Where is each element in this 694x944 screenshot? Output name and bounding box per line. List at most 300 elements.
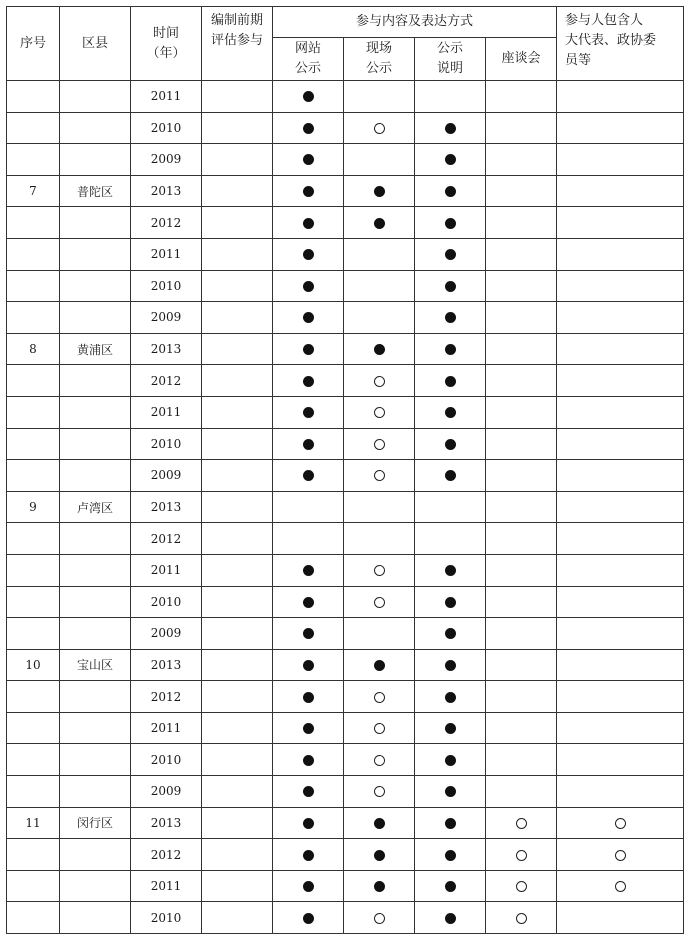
filled-circle-icon — [445, 818, 456, 829]
cell-website — [273, 554, 344, 586]
cell-year: 2011 — [131, 396, 202, 428]
filled-circle-icon — [445, 913, 456, 924]
cell-year: 2011 — [131, 238, 202, 270]
cell-website — [273, 744, 344, 776]
cell-year: 2010 — [131, 428, 202, 460]
header-onsite-line1: 现场 — [365, 41, 392, 56]
cell-forum — [486, 112, 557, 144]
filled-circle-icon — [303, 470, 314, 481]
cell-pre-eval — [202, 744, 273, 776]
cell-explain — [415, 807, 486, 839]
filled-circle-icon — [445, 628, 456, 639]
cell-participants — [557, 681, 684, 713]
header-website — [273, 38, 344, 81]
header-group: 参与内容及表达方式 — [273, 7, 557, 38]
cell-onsite — [344, 491, 415, 523]
cell-no — [7, 681, 60, 713]
cell-onsite — [344, 554, 415, 586]
cell-website — [273, 81, 344, 113]
table-row — [7, 270, 684, 302]
cell-district — [60, 81, 131, 113]
cell-no — [7, 238, 60, 270]
cell-pre-eval — [202, 302, 273, 334]
cell-no: 11 — [7, 807, 60, 839]
cell-onsite — [344, 270, 415, 302]
filled-circle-icon — [445, 755, 456, 766]
cell-no — [7, 712, 60, 744]
cell-website — [273, 396, 344, 428]
header-explain — [415, 38, 486, 81]
cell-website — [273, 175, 344, 207]
cell-pre-eval — [202, 902, 273, 934]
cell-website — [273, 712, 344, 744]
header-pre-eval-line2: 评估参与 — [210, 33, 263, 48]
cell-explain — [415, 365, 486, 397]
cell-district — [60, 586, 131, 618]
cell-explain — [415, 428, 486, 460]
cell-website — [273, 681, 344, 713]
cell-participants — [557, 207, 684, 239]
cell-pre-eval — [202, 428, 273, 460]
cell-district — [60, 428, 131, 460]
cell-website — [273, 902, 344, 934]
filled-circle-icon — [303, 91, 314, 102]
cell-district — [60, 554, 131, 586]
cell-pre-eval — [202, 460, 273, 492]
cell-district — [60, 523, 131, 555]
cell-year: 2012 — [131, 365, 202, 397]
cell-no — [7, 744, 60, 776]
cell-pre-eval — [202, 649, 273, 681]
cell-forum — [486, 554, 557, 586]
cell-onsite — [344, 238, 415, 270]
table-row — [7, 428, 684, 460]
table-row — [7, 776, 684, 808]
cell-explain — [415, 491, 486, 523]
cell-forum — [486, 428, 557, 460]
hollow-circle-icon — [374, 376, 385, 387]
cell-forum — [486, 807, 557, 839]
cell-year: 2009 — [131, 302, 202, 334]
cell-explain — [415, 238, 486, 270]
table-row — [7, 839, 684, 871]
cell-onsite — [344, 396, 415, 428]
cell-participants — [557, 807, 684, 839]
filled-circle-icon — [374, 660, 385, 671]
cell-explain — [415, 870, 486, 902]
cell-onsite — [344, 649, 415, 681]
header-pre-eval-line1: 编制前期 — [210, 13, 263, 28]
filled-circle-icon — [445, 597, 456, 608]
cell-year: 2012 — [131, 839, 202, 871]
cell-forum — [486, 776, 557, 808]
cell-pre-eval — [202, 681, 273, 713]
cell-forum — [486, 396, 557, 428]
header-onsite — [344, 38, 415, 81]
cell-year: 2011 — [131, 81, 202, 113]
hollow-circle-icon — [516, 913, 527, 924]
cell-year: 2012 — [131, 523, 202, 555]
cell-year: 2011 — [131, 554, 202, 586]
cell-no: 10 — [7, 649, 60, 681]
cell-onsite — [344, 365, 415, 397]
cell-forum — [486, 839, 557, 871]
cell-year: 2011 — [131, 870, 202, 902]
cell-pre-eval — [202, 712, 273, 744]
table-row — [7, 523, 684, 555]
cell-year: 2010 — [131, 744, 202, 776]
filled-circle-icon — [445, 786, 456, 797]
hollow-circle-icon — [615, 850, 626, 861]
cell-onsite — [344, 776, 415, 808]
header-website-line1: 网站 — [294, 41, 321, 56]
cell-no: 9 — [7, 491, 60, 523]
cell-pre-eval — [202, 776, 273, 808]
header-time-line2: （年） — [146, 45, 186, 61]
cell-onsite — [344, 460, 415, 492]
filled-circle-icon — [445, 249, 456, 260]
table-row — [7, 238, 684, 270]
cell-explain — [415, 523, 486, 555]
cell-onsite — [344, 839, 415, 871]
table-row — [7, 207, 684, 239]
cell-website — [273, 870, 344, 902]
cell-forum — [486, 744, 557, 776]
participation-table — [6, 6, 684, 934]
header-onsite-line2: 公示 — [365, 61, 392, 76]
filled-circle-icon — [303, 786, 314, 797]
hollow-circle-icon — [615, 818, 626, 829]
cell-website — [273, 333, 344, 365]
cell-forum — [486, 491, 557, 523]
filled-circle-icon — [303, 249, 314, 260]
header-pre-eval — [202, 7, 273, 81]
cell-forum — [486, 870, 557, 902]
cell-no — [7, 776, 60, 808]
filled-circle-icon — [445, 565, 456, 576]
cell-participants — [557, 270, 684, 302]
hollow-circle-icon — [374, 470, 385, 481]
cell-forum — [486, 618, 557, 650]
cell-no — [7, 81, 60, 113]
filled-circle-icon — [303, 312, 314, 323]
filled-circle-icon — [445, 376, 456, 387]
cell-website — [273, 270, 344, 302]
cell-explain — [415, 270, 486, 302]
cell-participants — [557, 144, 684, 176]
hollow-circle-icon — [516, 818, 527, 829]
cell-year: 2012 — [131, 681, 202, 713]
cell-forum — [486, 144, 557, 176]
cell-pre-eval — [202, 144, 273, 176]
cell-website — [273, 238, 344, 270]
cell-participants — [557, 81, 684, 113]
hollow-circle-icon — [516, 881, 527, 892]
cell-explain — [415, 207, 486, 239]
cell-onsite — [344, 302, 415, 334]
cell-district — [60, 618, 131, 650]
filled-circle-icon — [303, 881, 314, 892]
filled-circle-icon — [374, 186, 385, 197]
hollow-circle-icon — [374, 755, 385, 766]
header-website-line2: 公示 — [294, 61, 321, 76]
cell-pre-eval — [202, 618, 273, 650]
cell-year: 2013 — [131, 807, 202, 839]
cell-district: 黄浦区 — [60, 333, 131, 365]
hollow-circle-icon — [374, 597, 385, 608]
filled-circle-icon — [303, 597, 314, 608]
cell-explain — [415, 554, 486, 586]
cell-year: 2013 — [131, 333, 202, 365]
cell-forum — [486, 649, 557, 681]
filled-circle-icon — [303, 692, 314, 703]
cell-no — [7, 839, 60, 871]
cell-website — [273, 207, 344, 239]
filled-circle-icon — [445, 281, 456, 292]
cell-pre-eval — [202, 396, 273, 428]
cell-year: 2010 — [131, 902, 202, 934]
table-row — [7, 112, 684, 144]
filled-circle-icon — [303, 344, 314, 355]
cell-website — [273, 365, 344, 397]
cell-participants — [557, 428, 684, 460]
cell-forum — [486, 333, 557, 365]
filled-circle-icon — [445, 407, 456, 418]
cell-onsite — [344, 112, 415, 144]
table-row — [7, 81, 684, 113]
cell-no — [7, 523, 60, 555]
filled-circle-icon — [445, 344, 456, 355]
filled-circle-icon — [374, 344, 385, 355]
table-row — [7, 712, 684, 744]
filled-circle-icon — [374, 218, 385, 229]
cell-website — [273, 302, 344, 334]
filled-circle-icon — [303, 218, 314, 229]
cell-forum — [486, 81, 557, 113]
filled-circle-icon — [303, 913, 314, 924]
cell-forum — [486, 175, 557, 207]
cell-participants — [557, 712, 684, 744]
cell-explain — [415, 81, 486, 113]
header-time-line1: 时间 — [152, 25, 179, 41]
cell-year: 2011 — [131, 712, 202, 744]
cell-explain — [415, 776, 486, 808]
table-header — [7, 7, 684, 81]
cell-district: 宝山区 — [60, 649, 131, 681]
filled-circle-icon — [445, 154, 456, 165]
table-row — [7, 302, 684, 334]
cell-pre-eval — [202, 81, 273, 113]
cell-year: 2009 — [131, 776, 202, 808]
cell-participants — [557, 744, 684, 776]
cell-onsite — [344, 523, 415, 555]
table-row — [7, 649, 684, 681]
filled-circle-icon — [303, 755, 314, 766]
hollow-circle-icon — [374, 123, 385, 134]
cell-no — [7, 270, 60, 302]
cell-explain — [415, 839, 486, 871]
cell-explain — [415, 302, 486, 334]
header-time — [131, 7, 202, 81]
cell-pre-eval — [202, 175, 273, 207]
cell-pre-eval — [202, 238, 273, 270]
cell-onsite — [344, 870, 415, 902]
cell-no — [7, 554, 60, 586]
cell-forum — [486, 681, 557, 713]
filled-circle-icon — [303, 565, 314, 576]
hollow-circle-icon — [374, 692, 385, 703]
cell-explain — [415, 333, 486, 365]
cell-website — [273, 839, 344, 871]
hollow-circle-icon — [374, 565, 385, 576]
filled-circle-icon — [303, 850, 314, 861]
cell-onsite — [344, 428, 415, 460]
filled-circle-icon — [445, 218, 456, 229]
cell-forum — [486, 270, 557, 302]
cell-participants — [557, 523, 684, 555]
cell-onsite — [344, 712, 415, 744]
cell-onsite — [344, 586, 415, 618]
header-participants-line2: 大代表、政协委 — [565, 33, 657, 48]
cell-participants — [557, 175, 684, 207]
cell-participants — [557, 870, 684, 902]
cell-no — [7, 365, 60, 397]
cell-district: 卢湾区 — [60, 491, 131, 523]
cell-no — [7, 618, 60, 650]
cell-participants — [557, 365, 684, 397]
cell-participants — [557, 302, 684, 334]
cell-onsite — [344, 144, 415, 176]
filled-circle-icon — [445, 123, 456, 134]
hollow-circle-icon — [374, 407, 385, 418]
cell-forum — [486, 207, 557, 239]
table-row — [7, 175, 684, 207]
filled-circle-icon — [303, 439, 314, 450]
filled-circle-icon — [303, 818, 314, 829]
filled-circle-icon — [445, 850, 456, 861]
cell-no: 8 — [7, 333, 60, 365]
filled-circle-icon — [303, 154, 314, 165]
cell-pre-eval — [202, 523, 273, 555]
cell-district — [60, 302, 131, 334]
cell-participants — [557, 649, 684, 681]
cell-pre-eval — [202, 112, 273, 144]
cell-onsite — [344, 744, 415, 776]
cell-year: 2010 — [131, 270, 202, 302]
filled-circle-icon — [303, 723, 314, 734]
cell-no — [7, 396, 60, 428]
cell-onsite — [344, 175, 415, 207]
cell-pre-eval — [202, 207, 273, 239]
cell-forum — [486, 302, 557, 334]
header-explain-line2: 说明 — [436, 61, 463, 76]
table-row — [7, 460, 684, 492]
filled-circle-icon — [445, 881, 456, 892]
cell-participants — [557, 586, 684, 618]
cell-year: 2010 — [131, 586, 202, 618]
cell-onsite — [344, 807, 415, 839]
cell-forum — [486, 460, 557, 492]
cell-pre-eval — [202, 870, 273, 902]
filled-circle-icon — [445, 439, 456, 450]
header-participants — [557, 7, 684, 81]
cell-no — [7, 902, 60, 934]
header-no: 序号 — [7, 7, 60, 81]
cell-pre-eval — [202, 365, 273, 397]
header-forum: 座谈会 — [486, 38, 557, 81]
filled-circle-icon — [445, 660, 456, 671]
cell-district — [60, 207, 131, 239]
cell-onsite — [344, 207, 415, 239]
table-row — [7, 902, 684, 934]
cell-forum — [486, 902, 557, 934]
cell-explain — [415, 460, 486, 492]
cell-explain — [415, 618, 486, 650]
cell-forum — [486, 586, 557, 618]
hollow-circle-icon — [374, 439, 385, 450]
cell-explain — [415, 396, 486, 428]
cell-district — [60, 396, 131, 428]
cell-year: 2013 — [131, 491, 202, 523]
cell-onsite — [344, 333, 415, 365]
cell-year: 2009 — [131, 144, 202, 176]
cell-year: 2012 — [131, 207, 202, 239]
table-row — [7, 554, 684, 586]
table-body — [7, 81, 684, 934]
table-row — [7, 681, 684, 713]
hollow-circle-icon — [374, 913, 385, 924]
table-row — [7, 365, 684, 397]
hollow-circle-icon — [615, 881, 626, 892]
cell-no — [7, 460, 60, 492]
cell-no — [7, 428, 60, 460]
filled-circle-icon — [445, 186, 456, 197]
table-row — [7, 618, 684, 650]
table-row — [7, 586, 684, 618]
hollow-circle-icon — [374, 786, 385, 797]
cell-website — [273, 112, 344, 144]
cell-forum — [486, 238, 557, 270]
cell-explain — [415, 681, 486, 713]
cell-district — [60, 839, 131, 871]
filled-circle-icon — [374, 850, 385, 861]
header-explain-line1: 公示 — [436, 41, 463, 56]
filled-circle-icon — [303, 376, 314, 387]
cell-no — [7, 586, 60, 618]
cell-pre-eval — [202, 270, 273, 302]
cell-district — [60, 112, 131, 144]
cell-participants — [557, 333, 684, 365]
cell-website — [273, 523, 344, 555]
cell-pre-eval — [202, 807, 273, 839]
cell-no: 7 — [7, 175, 60, 207]
cell-website — [273, 460, 344, 492]
cell-explain — [415, 112, 486, 144]
cell-no — [7, 207, 60, 239]
header-participants-line3: 员等 — [565, 53, 592, 68]
cell-participants — [557, 460, 684, 492]
cell-participants — [557, 491, 684, 523]
cell-pre-eval — [202, 839, 273, 871]
header-participants-line1: 参与人包含人 — [565, 13, 644, 28]
hollow-circle-icon — [374, 723, 385, 734]
cell-district — [60, 270, 131, 302]
filled-circle-icon — [445, 723, 456, 734]
table-row — [7, 333, 684, 365]
filled-circle-icon — [303, 660, 314, 671]
cell-website — [273, 618, 344, 650]
cell-no — [7, 870, 60, 902]
